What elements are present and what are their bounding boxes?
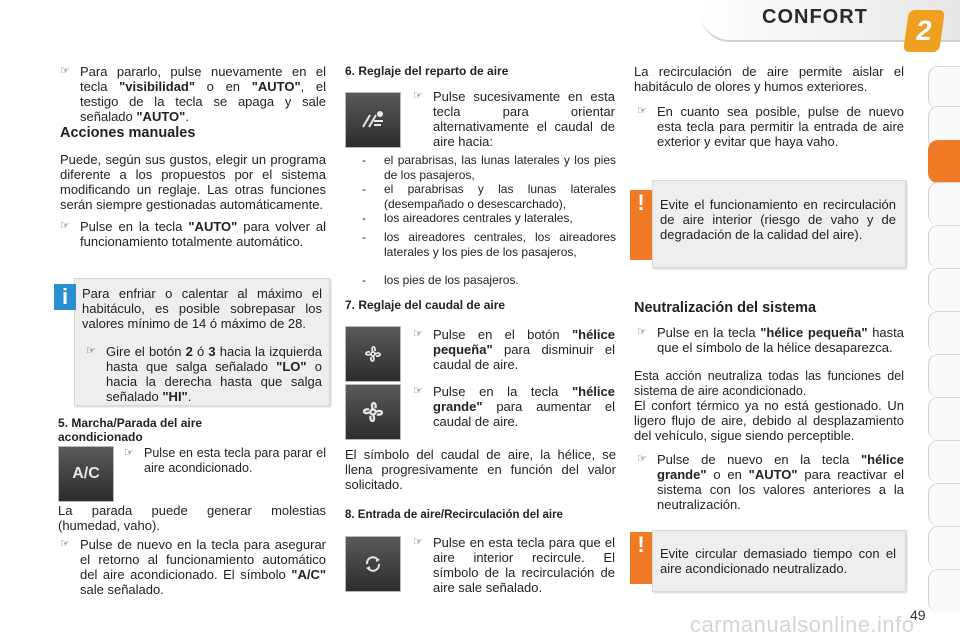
manual-paragraph: Puede, según sus gustos, elegir un programa diferente a los propuestos por el sistema modificando un reglaje. Las otras funciones serán siempre gestionadas automáticamente. xyxy=(60,152,326,212)
caudal-paragraph: El símbolo del caudal de aire, la hélice, se llena progresivamente en función del valor solicitado. xyxy=(345,447,616,492)
warning-text-2: Evite circular demasiado tiempo con el aire acondicionado neutralizado. xyxy=(660,546,896,576)
ac-button-label: A/C xyxy=(72,465,100,482)
arrow-icon: ☞ xyxy=(60,220,70,232)
reparto-bullet: ☞ Pulse sucesivamente en esta tecla para orientar alternativamente el caudal de aire hacia: xyxy=(413,89,615,149)
intro-bullet: ☞ Para pararlo, pulse nuevamente en el tecla "visibilidad" o en "AUTO", el testigo de la tecla se apaga y sale señalado "AUTO". xyxy=(60,64,327,124)
watermark: carmanualsonline.info xyxy=(690,612,915,637)
arrow-icon: ☞ xyxy=(637,105,647,117)
info-bullet: ☞ Gire el botón 2 ó 3 hacia la izquierda hasta que salga señalado "LO" o hacia la derecha hasta que salga señalado "HI". xyxy=(86,344,322,404)
restart-bullet: ☞ Pulse de nuevo en la tecla para asegurar el retorno al funcionamiento automático del aire acondicionado. El símbolo "A/C" sale señalado. xyxy=(60,537,326,597)
section8-title: 8. Entrada de aire/Recirculación del aire xyxy=(345,509,563,521)
arrow-icon: ☞ xyxy=(60,65,70,77)
neutral-bullet: ☞ Pulse en la tecla "hélice pequeña" hasta que el símbolo de la hélice desaparezca. xyxy=(637,325,904,355)
side-tab-11[interactable] xyxy=(928,483,960,526)
recirc-paragraph: La recirculación de aire permite aislar el habitáculo de olores y humos exteriores. xyxy=(634,64,904,94)
stop-paragraph: La parada puede generar molestias (humedad, vaho). xyxy=(58,503,326,533)
neutral-paragraph-2: El confort térmico ya no está gestionado. Un ligero flujo de aire, debido al desplazamiento del vehículo, sigue siendo perceptible. xyxy=(634,398,904,443)
neutral-paragraph-1: Esta acción neutraliza todas las funciones del sistema de aire acondicionado. xyxy=(634,369,904,398)
auto-bullet: ☞ Pulse en la tecla "AUTO" para volver al funcionamiento totalmente automático. xyxy=(60,219,326,249)
recirculation-button[interactable] xyxy=(345,536,401,592)
arrow-icon: ☞ xyxy=(413,385,423,397)
arrow-icon: ☞ xyxy=(124,447,134,459)
side-tab-9[interactable] xyxy=(928,397,960,440)
arrow-icon: ☞ xyxy=(86,345,96,357)
caudal-big-bullet: ☞ Pulse en la tecla "hélice grande" para aumentar el caudal de aire. xyxy=(413,384,615,429)
arrow-icon: ☞ xyxy=(637,326,647,338)
side-tab-8[interactable] xyxy=(928,354,960,397)
warning-icon-2: ! xyxy=(630,532,652,584)
info-icon: i xyxy=(54,284,76,310)
caudal-small-bullet: ☞ Pulse en el botón "hélice pequeña" para disminuir el caudal de aire. xyxy=(413,327,615,372)
arrow-icon: ☞ xyxy=(60,538,70,550)
dash-item-4: - los aireadores centrales, los aireadores laterales y los pies de los pasajeros, xyxy=(362,230,616,259)
side-tab-1[interactable] xyxy=(928,66,960,109)
chapter-number: 2 xyxy=(914,15,935,46)
air-distribution-icon xyxy=(360,109,386,131)
side-tab-10[interactable] xyxy=(928,440,960,483)
recirculation-icon xyxy=(362,553,384,575)
reactivate-bullet: ☞ Pulse de nuevo en la tecla "hélice grande" o en "AUTO" para reactivar el sistema con los valores anteriores a la neutralización. xyxy=(637,452,905,512)
arrow-icon: ☞ xyxy=(413,90,423,102)
ac-bullet: ☞ Pulse en esta tecla para parar el aire acondicionado. xyxy=(124,446,326,475)
air-distribution-button[interactable] xyxy=(345,92,401,148)
neutral-heading: Neutralización del sistema xyxy=(634,300,817,316)
page-number: 49 xyxy=(910,607,926,623)
arrow-icon: ☞ xyxy=(413,536,423,548)
ac-button[interactable] xyxy=(58,446,114,502)
fan-big-icon xyxy=(359,398,387,426)
manual-heading: Acciones manuales xyxy=(60,125,196,141)
warning-icon-1: ! xyxy=(630,190,652,260)
side-tab-5[interactable] xyxy=(928,225,960,268)
header-title: CONFORT xyxy=(762,6,868,28)
side-tab-6[interactable] xyxy=(928,268,960,311)
fan-small-button[interactable] xyxy=(345,326,401,382)
info-text: Para enfriar o calentar al máximo el habitáculo, es posible sobrepasar los valores mínimo de 14 ó máximo de 28. xyxy=(82,286,322,331)
chapter-badge xyxy=(903,10,945,52)
dash-item-3: - los aireadores centrales y laterales, xyxy=(362,211,573,225)
dash-item-2: - el parabrisas y las lunas laterales (desempañado o desescarchado), xyxy=(362,182,616,211)
section6-title: 6. Reglaje del reparto de aire xyxy=(345,64,509,78)
recirc-bullet-2: ☞ En cuanto sea posible, pulse de nuevo esta tecla para permitir la entrada de aire exterior y evitar que haya vaho. xyxy=(637,104,904,149)
fan-small-icon xyxy=(362,343,384,365)
side-tab-7[interactable] xyxy=(928,311,960,354)
side-tab-12[interactable] xyxy=(928,526,960,569)
section7-title: 7. Reglaje del caudal de aire xyxy=(345,298,506,312)
side-tab-13[interactable] xyxy=(928,569,960,612)
side-tab-active[interactable] xyxy=(928,140,960,183)
warning-text-1: Evite el funcionamiento en recirculación de aire interior (riesgo de vaho y de degradación de la calidad del aire). xyxy=(660,197,896,242)
arrow-icon: ☞ xyxy=(637,453,647,465)
dash-item-1: - el parabrisas, las lunas laterales y los pies de los pasajeros, xyxy=(362,153,616,182)
side-tab-4[interactable] xyxy=(928,182,960,225)
recirc-bullet: ☞ Pulse en esta tecla para que el aire interior recircule. El símbolo de la recirculación de aire sale señalado. xyxy=(413,535,615,595)
arrow-icon: ☞ xyxy=(413,328,423,340)
section5-title: 5. Marcha/Parada del aire acondicionado xyxy=(58,416,203,444)
dash-item-5: - los pies de los pasajeros. xyxy=(362,273,519,287)
fan-big-button[interactable] xyxy=(345,384,401,440)
